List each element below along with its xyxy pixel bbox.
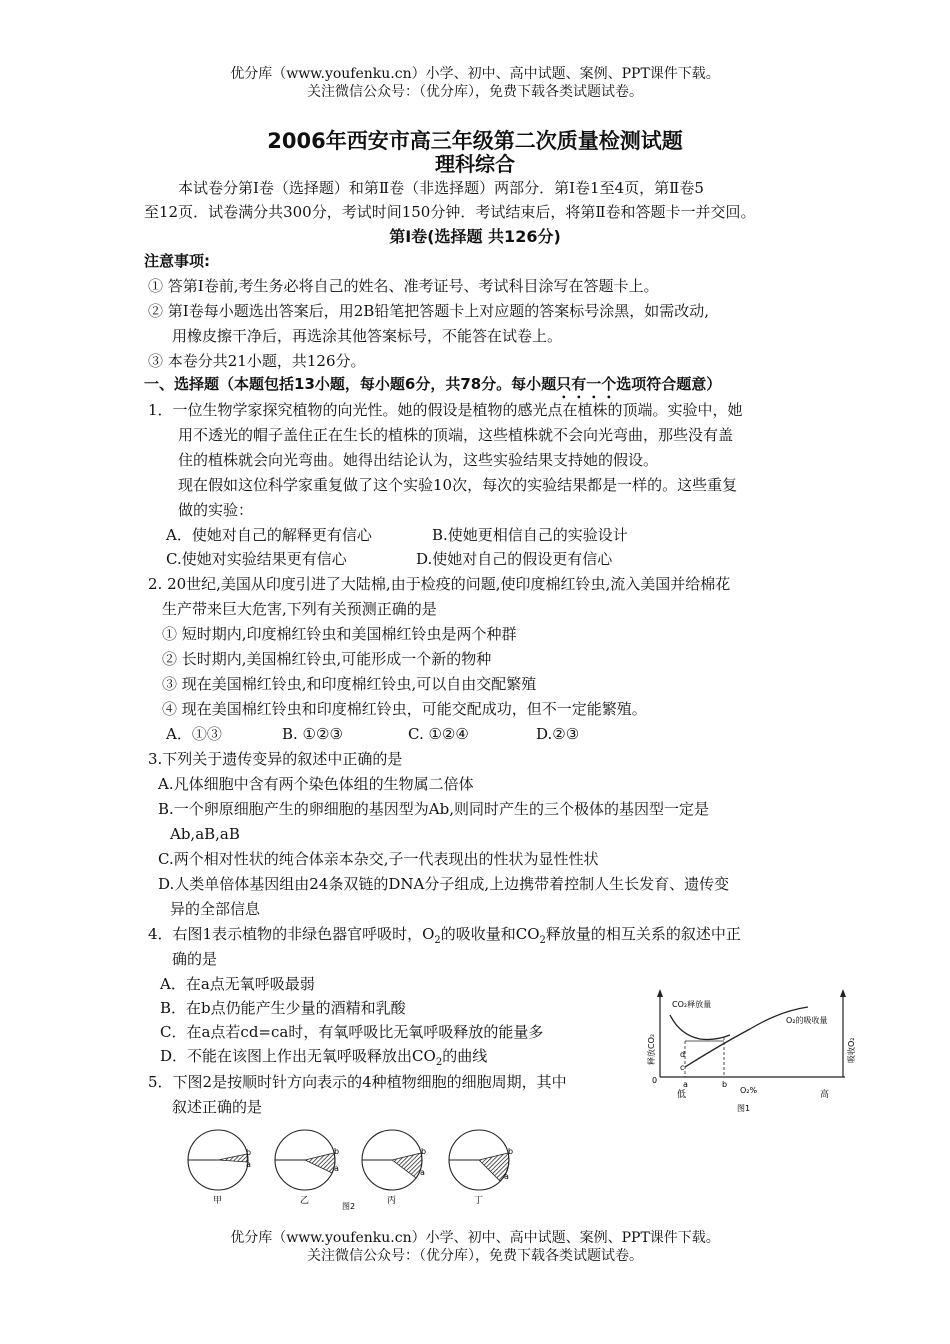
right-axis-arrow: [840, 989, 846, 997]
origin-label: 0: [652, 1076, 658, 1085]
q3-line-1: 3.下列关于遗传变异的叙述中正确的是: [148, 750, 403, 768]
q4-line-1: [148, 924, 741, 951]
figure-1-caption: 图1: [737, 1104, 751, 1113]
q2-option-a: A．①③: [166, 725, 222, 743]
q2-option-b: B. ①②③: [282, 725, 343, 743]
point-c-label: c: [680, 1063, 685, 1072]
q5-line-1: 5．下图2是按顺时针方向表示的4种植物细胞的细胞周期，其中: [148, 1073, 567, 1091]
mark-a: a: [504, 1172, 509, 1181]
figure-1-respiration-graph: [640, 985, 855, 1120]
section1-title: [144, 374, 721, 402]
q1-option-c: C.使她对实验结果更有信心: [166, 550, 347, 568]
mark-b: b: [334, 1147, 340, 1156]
q3-option-d-cont: 异的全部信息: [170, 900, 261, 918]
q4-line-1-a: 4．右图1表示植物的非绿色器官呼吸时，O: [148, 925, 435, 943]
notice-item-2-cont: 用橡皮擦干净后，再选涂其他答案标号，不能答在试卷上。: [172, 327, 563, 345]
mark-b: b: [421, 1147, 427, 1156]
q2-line-2: 生产带来巨大危害,下列有关预测正确的是: [162, 600, 437, 618]
q1-line-2: 用不透光的帽子盖住正在生长的植株的顶端，这些植株就不会向光弯曲，那些没有盖: [178, 426, 734, 444]
cycle-label-bing: 丙: [387, 1196, 397, 1206]
q1-line-5: 做的实验：: [178, 501, 254, 519]
q3-option-d: D.人类单倍体基因组由24条双链的DNA分子组成,上边携带着控制人生长发育、遗传变: [158, 875, 730, 893]
y-left-label: 释放CO₂: [647, 1033, 656, 1065]
point-a-label: a: [683, 1080, 688, 1089]
point-b-label: b: [722, 1080, 728, 1089]
cycle-yi: [275, 1130, 339, 1206]
q4-line-1-b: 的吸收量和CO: [440, 925, 540, 943]
q1-line-1: 1．一位生物学家探究植物的向光性。她的假设是植物的感光点在植株的顶端。实验中，她: [148, 401, 743, 419]
intro-line-2: 至12页．试卷满分共300分，考试时间150分钟．考试结束后，将第Ⅱ卷和答题卡一并交回。: [144, 203, 756, 221]
mark-b: b: [246, 1148, 252, 1157]
q2-line-4: ② 长时期内,美国棉红铃虫,可能形成一个新的物种: [162, 650, 492, 668]
x-low-label: 低: [677, 1090, 687, 1100]
mark-a: a: [246, 1160, 251, 1169]
q3-option-b-cont: Ab,aB,aB: [170, 825, 240, 843]
q4-line-1-c: 释放量的相互关系的叙述中正: [545, 925, 741, 943]
q3-option-b: B.一个卵原细胞产生的卵细胞的基因型为Ab,则同时产生的三个极体的基因型一定是: [158, 800, 709, 818]
section1-title-part-a: 一、选择题（本题包括13小题，每小题6分，共78分。每小题: [144, 375, 557, 393]
q2-line-3: ① 短时期内,印度棉红铃虫和美国棉红铃虫是两个种群: [162, 625, 517, 643]
figure-2-cell-cycle-diagram: [180, 1125, 525, 1215]
cycle-bing: [362, 1130, 426, 1206]
q4-line-2: 确的是: [172, 950, 218, 968]
q2-option-c: C. ①②④: [408, 725, 469, 743]
exam-subtitle: 理科综合: [435, 152, 515, 176]
q4-option-d-b: 的曲线: [442, 1047, 488, 1065]
figure-2-caption: 图2: [342, 1202, 356, 1211]
q2-option-d: D.②③: [536, 725, 580, 743]
footer-line-1: 优分库（www.youfenku.cn）小学、初中、高中试题、案例、PPT课件下载。: [230, 1230, 720, 1246]
cycle-label-jia: 甲: [213, 1196, 223, 1206]
notice-item-3: ③ 本卷分共21小题，共126分。: [148, 352, 366, 370]
q1-option-b: B.使她更相信自己的实验设计: [432, 526, 628, 544]
subscript-2: 2: [434, 935, 441, 946]
cycle-label-yi: 乙: [300, 1196, 310, 1206]
mark-b: b: [508, 1147, 514, 1156]
header-line-1: 优分库（www.youfenku.cn）小学、初中、高中试题、案例、PPT课件下载。: [230, 66, 720, 82]
section1-title-part-c: 选项符合题意）: [616, 375, 722, 393]
header-line-2: 关注微信公众号：（优分库），免费下载各类试题试卷。: [307, 84, 643, 100]
q5-line-2: 叙述正确的是: [172, 1098, 263, 1116]
q2-line-5: ③ 现在美国棉红铃虫,和印度棉红铃虫,可以自由交配繁殖: [162, 675, 537, 693]
exam-title: 2006年西安市高三年级第二次质量检测试题: [267, 129, 683, 153]
intro-line-1: 本试卷分第Ⅰ卷（选择题）和第Ⅱ卷（非选择题）两部分．第Ⅰ卷1至4页，第Ⅱ卷5: [178, 179, 704, 197]
cycle-ding: [449, 1130, 513, 1206]
co2-release-curve: [670, 1015, 730, 1040]
mark-a: a: [420, 1168, 425, 1177]
notice-item-2: ② 第Ⅰ卷每小题选出答案后，用2B铅笔把答题卡上对应题的答案标号涂黑，如需改动,: [148, 302, 710, 320]
mark-a: a: [334, 1164, 339, 1173]
q3-option-a: A.凡体细胞中含有两个染色体组的生物属二倍体: [158, 775, 474, 793]
cycle-jia: [188, 1130, 251, 1206]
subscript-2: 2: [539, 935, 546, 946]
y-right-label: 吸收O₂: [847, 1037, 856, 1063]
o2-uptake-label: O₂的吸收量: [786, 1016, 828, 1025]
q2-line-6: ④ 现在美国棉红铃虫和印度棉红铃虫，可能交配成功，但不一定能繁殖。: [162, 700, 647, 718]
q4-option-d: [160, 1046, 487, 1073]
notice-item-1: ① 答第Ⅰ卷前,考生务必将自己的姓名、准考证号、考试科目涂写在答题卡上。: [148, 277, 659, 295]
q4-option-d-a: D．不能在该图上作出无氧呼吸释放出CO: [160, 1047, 436, 1065]
notice-title: 注意事项:: [144, 252, 210, 270]
q1-line-3: 住的植株就会向光弯曲。她得出结论认为，这些实验结果支持她的假设。: [178, 451, 659, 469]
q1-option-a: A．使她对自己的解释更有信心: [166, 526, 372, 544]
subscript-2: 2: [435, 1057, 443, 1068]
point-d-label: d: [680, 1050, 686, 1059]
q3-option-c: C.两个相对性状的纯合体亲本杂交,子一代表现出的性状为显性性状: [158, 850, 599, 868]
x-axis-label: O₂%: [740, 1086, 758, 1095]
x-high-label: 高: [820, 1090, 830, 1100]
co2-release-label: CO₂释放量: [672, 1000, 712, 1009]
q1-option-d: D.使她对自己的假设更有信心: [416, 550, 613, 568]
footer-line-2: 关注微信公众号：（优分库），免费下载各类试题试卷。: [307, 1248, 643, 1264]
q4-option-c: C．在a点若cd=ca时，有氧呼吸比无氧呼吸释放的能量多: [160, 1023, 544, 1041]
q2-line-1: 2. 20世纪,美国从印度引进了大陆棉,由于检疫的问题,使印度棉红铃虫,流入美国并给棉花: [148, 575, 731, 593]
cycle-label-ding: 丁: [474, 1196, 484, 1206]
left-axis-arrow: [657, 989, 663, 997]
q1-line-4: 现在假如这位科学家重复做了这个实验10次，每次的实验结果都是一样的。这些重复: [178, 476, 738, 494]
q4-option-b: B．在b点仍能产生少量的酒精和乳酸: [160, 999, 406, 1017]
section1-title-emphasis: 只有一个: [556, 375, 617, 393]
q4-option-a: A．在a点无氧呼吸最弱: [160, 975, 315, 993]
part1-title: 第Ⅰ卷(选择题 共126分): [389, 227, 561, 246]
